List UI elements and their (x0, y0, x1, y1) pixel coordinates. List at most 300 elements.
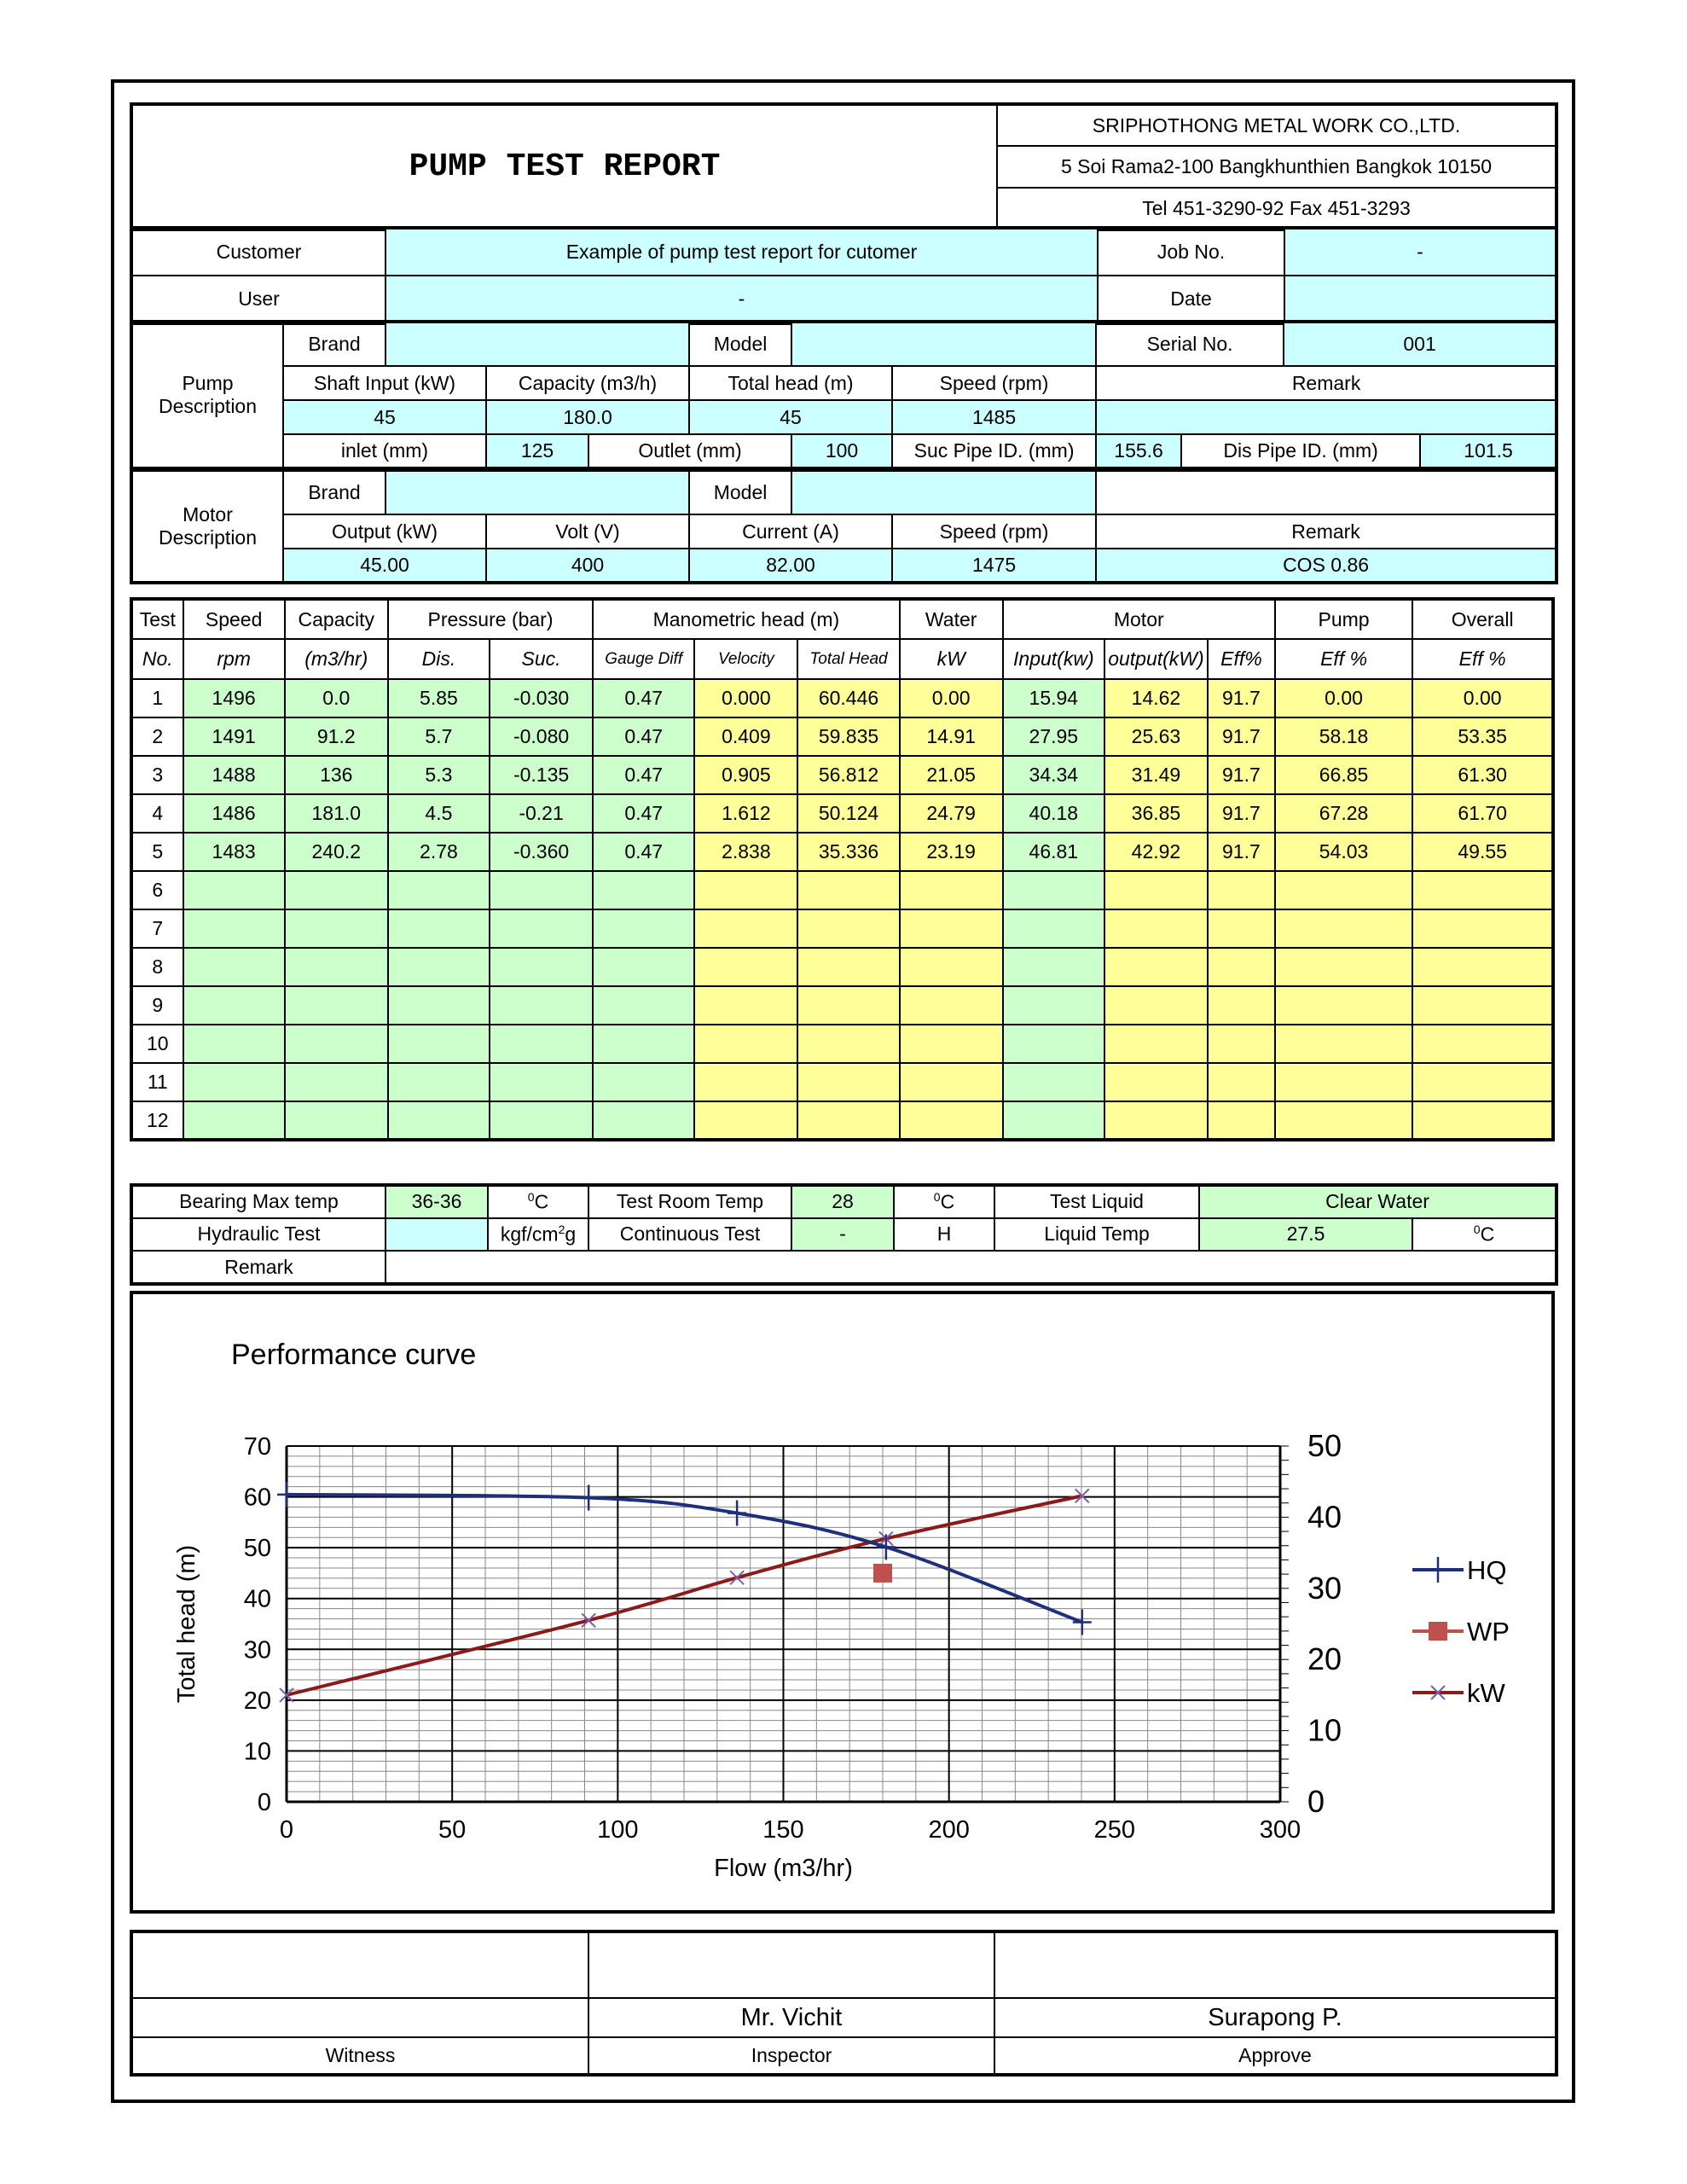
header-water: Water (900, 599, 1003, 639)
velocity-cell[interactable] (694, 871, 797, 909)
pump-eff-cell[interactable]: 0.00 (1275, 679, 1413, 717)
motor-output-cell[interactable] (1104, 871, 1208, 909)
velocity-cell[interactable]: 0.409 (694, 717, 797, 756)
total-head-cell[interactable] (797, 1025, 899, 1063)
gauge-diff-cell[interactable]: 0.47 (593, 794, 694, 833)
volt-field[interactable]: 400 (486, 549, 689, 583)
suc-pressure-cell[interactable] (490, 1063, 593, 1101)
suc-pressure-cell[interactable] (490, 1101, 593, 1140)
test-no-cell: 1 (131, 679, 183, 717)
overall-eff-cell[interactable] (1412, 948, 1553, 986)
remark-field[interactable] (386, 1251, 1557, 1284)
total-head-cell[interactable] (797, 1101, 899, 1140)
legend-wp-label: WP (1467, 1617, 1510, 1647)
y-tick-label: 30 (243, 1636, 271, 1664)
pump-eff-cell[interactable]: 66.85 (1275, 756, 1413, 794)
degree-sup: 0 (1473, 1223, 1481, 1237)
suc-pipe-field[interactable]: 155.6 (1096, 434, 1181, 468)
total-head-cell[interactable]: 35.336 (797, 833, 899, 871)
dis-pressure-cell[interactable] (388, 1101, 490, 1140)
table-row (131, 909, 1553, 948)
test-no-cell: 12 (131, 1101, 183, 1140)
gauge-diff-cell[interactable] (593, 948, 694, 986)
velocity-cell[interactable] (694, 1063, 797, 1101)
test-no-cell: 5 (131, 833, 183, 871)
speed-cell[interactable]: 1496 (183, 679, 285, 717)
subheader-pump-eff: Eff % (1275, 639, 1413, 679)
motor-brand-label: Brand (283, 470, 386, 514)
motor-output-cell[interactable]: 36.85 (1104, 794, 1208, 833)
y2-tick-label: 20 (1307, 1641, 1342, 1677)
pump-eff-cell[interactable] (1275, 1063, 1413, 1101)
speed-cell[interactable]: 1488 (183, 756, 285, 794)
motor-input-cell[interactable]: 27.95 (1003, 717, 1104, 756)
test-no-cell: 2 (131, 717, 183, 756)
inspector-signature-area (588, 1931, 994, 1998)
speed-cell[interactable] (183, 1025, 285, 1063)
pump-eff-cell[interactable] (1275, 909, 1413, 948)
gauge-diff-cell[interactable]: 0.47 (593, 756, 694, 794)
motor-eff-cell[interactable] (1208, 1101, 1275, 1140)
test-no-cell: 6 (131, 871, 183, 909)
customer-info (130, 226, 1558, 325)
gauge-diff-cell[interactable] (593, 1101, 694, 1140)
hydraulic-field[interactable] (386, 1218, 488, 1252)
motor-remark-field[interactable]: COS 0.86 (1096, 549, 1557, 583)
motor-speed-label: Speed (rpm) (892, 514, 1096, 549)
y-tick-label: 20 (243, 1687, 271, 1715)
dis-pressure-cell[interactable] (388, 948, 490, 986)
approve-signature-area (994, 1931, 1557, 1998)
pump-eff-cell[interactable]: 67.28 (1275, 794, 1413, 833)
gauge-diff-cell[interactable]: 0.47 (593, 717, 694, 756)
test-no-cell: 11 (131, 1063, 183, 1101)
test-liquid-field[interactable]: Clear Water (1199, 1185, 1557, 1218)
total-head-cell[interactable] (797, 909, 899, 948)
date-label: Date (1098, 276, 1284, 323)
gauge-diff-cell[interactable] (593, 986, 694, 1025)
subheader-output: output(kW) (1104, 639, 1208, 679)
motor-eff-cell[interactable] (1208, 1025, 1275, 1063)
capacity-cell[interactable]: 181.0 (285, 794, 388, 833)
capacity-cell[interactable]: 91.2 (285, 717, 388, 756)
customer-field[interactable]: Example of pump test report for cutomer (386, 228, 1098, 276)
y2-tick-label: 50 (1307, 1428, 1342, 1463)
suc-pressure-cell[interactable]: -0.030 (490, 679, 593, 717)
subheader-velocity: Velocity (694, 639, 797, 679)
suc-pressure-cell[interactable] (490, 1025, 593, 1063)
dis-pressure-cell[interactable]: 5.7 (388, 717, 490, 756)
motor-input-cell[interactable] (1003, 986, 1104, 1025)
capacity-cell[interactable] (285, 1101, 388, 1140)
motor-eff-cell[interactable]: 91.7 (1208, 756, 1275, 794)
x-tick-label: 0 (279, 1816, 294, 1844)
x-axis-label: Flow (m3/hr) (714, 1855, 853, 1882)
chart-title: Performance curve (231, 1339, 477, 1371)
y-tick-label: 10 (243, 1738, 271, 1766)
motor-section-label (131, 470, 283, 583)
motor-input-cell[interactable] (1003, 909, 1104, 948)
motor-eff-cell[interactable] (1208, 1063, 1275, 1101)
capacity-cell[interactable] (285, 1063, 388, 1101)
speed-cell[interactable] (183, 1063, 285, 1101)
volt-label: Volt (V) (486, 514, 689, 549)
total-head-cell[interactable]: 59.835 (797, 717, 899, 756)
shaft-input-label: Shaft Input (kW) (283, 366, 486, 400)
overall-eff-cell[interactable] (1412, 871, 1553, 909)
overall-eff-cell[interactable]: 61.30 (1412, 756, 1553, 794)
subheader-rpm: rpm (183, 639, 285, 679)
header-speed: Speed (183, 599, 285, 639)
motor-output-cell[interactable] (1104, 948, 1208, 986)
series-wp-point (873, 1564, 892, 1583)
water-kw-cell[interactable] (900, 948, 1003, 986)
header-overall: Overall (1412, 599, 1553, 639)
hydraulic-label: Hydraulic Test (131, 1218, 386, 1252)
date-field[interactable] (1284, 276, 1557, 323)
overall-eff-cell[interactable]: 0.00 (1412, 679, 1553, 717)
inlet-label: inlet (mm) (283, 434, 486, 468)
motor-output-cell[interactable] (1104, 1101, 1208, 1140)
motor-section-label-line1: Motor (183, 503, 233, 526)
suc-pressure-cell[interactable]: -0.135 (490, 756, 593, 794)
outlet-field[interactable]: 100 (791, 434, 892, 468)
capacity-cell[interactable]: 136 (285, 756, 388, 794)
dis-pressure-cell[interactable]: 2.78 (388, 833, 490, 871)
capacity-cell[interactable] (285, 871, 388, 909)
capacity-cell[interactable] (285, 986, 388, 1025)
speed-cell[interactable]: 1483 (183, 833, 285, 871)
motor-input-cell[interactable] (1003, 1025, 1104, 1063)
capacity-label: Capacity (m3/h) (486, 366, 689, 400)
liquid-temp-field[interactable]: 27.5 (1199, 1218, 1412, 1252)
company-address: 5 Soi Rama2-100 Bangkhunthien Bangkok 10150 (997, 146, 1557, 188)
pump-section-label (131, 322, 283, 468)
table-row (131, 794, 1553, 833)
overall-eff-cell[interactable] (1412, 986, 1553, 1025)
velocity-cell[interactable]: 1.612 (694, 794, 797, 833)
pump-eff-cell[interactable]: 58.18 (1275, 717, 1413, 756)
pump-eff-cell[interactable] (1275, 871, 1413, 909)
gauge-diff-cell[interactable] (593, 1025, 694, 1063)
test-liquid-label: Test Liquid (994, 1185, 1199, 1218)
pump-eff-cell[interactable] (1275, 1025, 1413, 1063)
pump-speed-label: Speed (rpm) (892, 366, 1096, 400)
water-kw-cell[interactable] (900, 986, 1003, 1025)
hydraulic-unit-pre: kgf/cm (500, 1223, 559, 1246)
subheader-gauge-diff: Gauge Diff (593, 639, 694, 679)
table-row (131, 1063, 1553, 1101)
motor-eff-cell[interactable] (1208, 909, 1275, 948)
overall-eff-cell[interactable]: 49.55 (1412, 833, 1553, 871)
dis-pipe-field[interactable]: 101.5 (1420, 434, 1557, 468)
degree-sup: 0 (933, 1190, 941, 1204)
water-kw-cell[interactable]: 14.91 (900, 717, 1003, 756)
hydraulic-unit (488, 1218, 588, 1252)
motor-blank (1096, 470, 1557, 514)
motor-model-label: Model (689, 470, 791, 514)
test-no-cell: 3 (131, 756, 183, 794)
current-field[interactable]: 82.00 (689, 549, 892, 583)
speed-cell[interactable]: 1486 (183, 794, 285, 833)
capacity-cell[interactable] (285, 909, 388, 948)
gauge-diff-cell[interactable]: 0.47 (593, 833, 694, 871)
room-temp-label: Test Room Temp (588, 1185, 791, 1218)
motor-input-cell[interactable]: 40.18 (1003, 794, 1104, 833)
job-field[interactable]: - (1284, 228, 1557, 276)
suc-pressure-cell[interactable] (490, 871, 593, 909)
speed-cell[interactable]: 1491 (183, 717, 285, 756)
header-test: Test (131, 599, 183, 639)
speed-cell[interactable] (183, 986, 285, 1025)
pump-speed-field[interactable]: 1485 (892, 400, 1096, 434)
motor-input-cell[interactable]: 15.94 (1003, 679, 1104, 717)
water-kw-cell[interactable] (900, 1101, 1003, 1140)
velocity-cell[interactable] (694, 948, 797, 986)
subheader-suc: Suc. (490, 639, 593, 679)
pump-eff-cell[interactable] (1275, 948, 1413, 986)
y-tick-label: 60 (243, 1484, 271, 1512)
dis-pressure-cell[interactable] (388, 1025, 490, 1063)
table-row (131, 756, 1553, 794)
pump-brand-field[interactable] (386, 322, 689, 366)
total-head-field[interactable]: 45 (689, 400, 892, 434)
total-head-cell[interactable] (797, 871, 899, 909)
customer-label: Customer (131, 228, 386, 276)
pump-eff-cell[interactable] (1275, 986, 1413, 1025)
water-kw-cell[interactable] (900, 909, 1003, 948)
test-no-cell: 7 (131, 909, 183, 948)
capacity-cell[interactable]: 240.2 (285, 833, 388, 871)
motor-output-cell[interactable] (1104, 986, 1208, 1025)
velocity-cell[interactable]: 2.838 (694, 833, 797, 871)
water-kw-cell[interactable]: 24.79 (900, 794, 1003, 833)
motor-eff-cell[interactable] (1208, 986, 1275, 1025)
x-tick-label: 100 (597, 1816, 639, 1844)
overall-eff-cell[interactable]: 53.35 (1412, 717, 1553, 756)
pump-model-label: Model (689, 322, 791, 366)
velocity-cell[interactable]: 0.000 (694, 679, 797, 717)
celsius-label: C (1480, 1223, 1495, 1246)
motor-eff-cell[interactable]: 91.7 (1208, 679, 1275, 717)
capacity-cell[interactable] (285, 1025, 388, 1063)
current-label: Current (A) (689, 514, 892, 549)
dis-pressure-cell[interactable] (388, 909, 490, 948)
gauge-diff-cell[interactable] (593, 1063, 694, 1101)
dis-pipe-label: Dis Pipe ID. (mm) (1181, 434, 1420, 468)
pump-eff-cell[interactable] (1275, 1101, 1413, 1140)
subheader-capacity: (m3/hr) (285, 639, 388, 679)
subheader-kw: kW (900, 639, 1003, 679)
motor-output-cell[interactable]: 31.49 (1104, 756, 1208, 794)
water-kw-cell[interactable]: 21.05 (900, 756, 1003, 794)
serial-field[interactable]: 001 (1284, 322, 1557, 366)
motor-model-field[interactable] (791, 470, 1096, 514)
capacity-field[interactable]: 180.0 (486, 400, 689, 434)
overall-eff-cell[interactable]: 61.70 (1412, 794, 1553, 833)
motor-output-cell[interactable]: 42.92 (1104, 833, 1208, 871)
pump-section-label-line2: Description (158, 395, 258, 417)
motor-eff-cell[interactable]: 91.7 (1208, 794, 1275, 833)
motor-output-cell[interactable] (1104, 1063, 1208, 1101)
total-head-cell[interactable]: 50.124 (797, 794, 899, 833)
velocity-cell[interactable] (694, 986, 797, 1025)
liquid-temp-unit (1412, 1218, 1557, 1252)
motor-remark-label: Remark (1096, 514, 1557, 549)
table-row (131, 986, 1553, 1025)
dis-pressure-cell[interactable]: 5.85 (388, 679, 490, 717)
header-manometric: Manometric head (m) (593, 599, 899, 639)
water-kw-cell[interactable] (900, 1063, 1003, 1101)
suc-pressure-cell[interactable] (490, 909, 593, 948)
pump-remark-label: Remark (1096, 366, 1557, 400)
subheader-total-head: Total Head (797, 639, 899, 679)
witness-signature-area (131, 1931, 588, 1998)
company-phone: Tel 451-3290-92 Fax 451-3293 (997, 188, 1557, 229)
velocity-cell[interactable] (694, 1025, 797, 1063)
motor-input-cell[interactable]: 34.34 (1003, 756, 1104, 794)
test-no-cell: 10 (131, 1025, 183, 1063)
velocity-cell[interactable] (694, 1101, 797, 1140)
overall-eff-cell[interactable] (1412, 1063, 1553, 1101)
velocity-cell[interactable] (694, 909, 797, 948)
motor-eff-cell[interactable]: 91.7 (1208, 833, 1275, 871)
performance-chart (130, 1291, 1555, 1914)
overall-eff-cell[interactable] (1412, 1025, 1553, 1063)
legend-hq-label: HQ (1467, 1555, 1507, 1585)
total-head-label: Total head (m) (689, 366, 892, 400)
degree-sup: 0 (527, 1190, 535, 1204)
celsius-label: C (534, 1190, 549, 1213)
gauge-diff-cell[interactable] (593, 871, 694, 909)
speed-cell[interactable] (183, 1101, 285, 1140)
suc-pressure-cell[interactable]: -0.360 (490, 833, 593, 871)
hydraulic-unit-post: g (565, 1223, 577, 1246)
subheader-motor-eff: Eff% (1208, 639, 1275, 679)
company-name: SRIPHOTHONG METAL WORK CO.,LTD. (997, 104, 1557, 146)
water-kw-cell[interactable]: 23.19 (900, 833, 1003, 871)
outlet-label: Outlet (mm) (588, 434, 791, 468)
total-head-cell[interactable]: 60.446 (797, 679, 899, 717)
table-row (131, 717, 1553, 756)
performance-chart-svg (133, 1294, 1551, 1910)
user-field[interactable]: - (386, 276, 1098, 323)
test-no-cell: 4 (131, 794, 183, 833)
shaft-input-field[interactable]: 45 (283, 400, 486, 434)
inspector-name: Mr. Vichit (588, 1998, 994, 2037)
speed-cell[interactable] (183, 948, 285, 986)
test-no-cell: 8 (131, 948, 183, 986)
pump-section-label-line1: Pump (182, 372, 234, 394)
overall-eff-cell[interactable] (1412, 909, 1553, 948)
motor-eff-cell[interactable] (1208, 948, 1275, 986)
motor-input-cell[interactable] (1003, 1101, 1104, 1140)
motor-output-cell[interactable]: 25.63 (1104, 717, 1208, 756)
y-tick-label: 40 (243, 1585, 271, 1613)
y-tick-label: 70 (243, 1433, 271, 1461)
motor-input-cell[interactable] (1003, 948, 1104, 986)
bearing-field[interactable]: 36-36 (386, 1185, 488, 1218)
total-head-cell[interactable]: 56.812 (797, 756, 899, 794)
motor-input-cell[interactable] (1003, 1063, 1104, 1101)
gauge-diff-cell[interactable] (593, 909, 694, 948)
dis-pressure-cell[interactable] (388, 986, 490, 1025)
celsius-label: C (940, 1190, 955, 1213)
dis-pressure-cell[interactable] (388, 871, 490, 909)
continuous-unit: H (894, 1218, 994, 1252)
witness-name (131, 1998, 588, 2037)
header-motor: Motor (1003, 599, 1275, 639)
pump-eff-cell[interactable]: 54.03 (1275, 833, 1413, 871)
motor-speed-field[interactable]: 1475 (892, 549, 1096, 583)
motor-input-cell[interactable]: 46.81 (1003, 833, 1104, 871)
overall-eff-cell[interactable] (1412, 1101, 1553, 1140)
test-data-table (130, 597, 1555, 1141)
table-row (131, 1101, 1553, 1140)
motor-brand-field[interactable] (386, 470, 689, 514)
dis-pressure-cell[interactable] (388, 1063, 490, 1101)
motor-output-field[interactable]: 45.00 (283, 549, 486, 583)
x-tick-label: 150 (762, 1816, 804, 1844)
total-head-cell[interactable] (797, 948, 899, 986)
motor-output-cell[interactable] (1104, 909, 1208, 948)
speed-cell[interactable] (183, 871, 285, 909)
dis-pressure-cell[interactable]: 4.5 (388, 794, 490, 833)
pump-model-field[interactable] (791, 322, 1096, 366)
motor-eff-cell[interactable]: 91.7 (1208, 717, 1275, 756)
total-head-cell[interactable] (797, 986, 899, 1025)
capacity-cell[interactable] (285, 948, 388, 986)
suc-pressure-cell[interactable] (490, 986, 593, 1025)
continuous-field[interactable]: - (791, 1218, 894, 1252)
continuous-label: Continuous Test (588, 1218, 791, 1252)
serial-label: Serial No. (1096, 322, 1284, 366)
pump-brand-label: Brand (283, 322, 386, 366)
motor-output-cell[interactable] (1104, 1025, 1208, 1063)
suc-pressure-cell[interactable]: -0.080 (490, 717, 593, 756)
velocity-cell[interactable]: 0.905 (694, 756, 797, 794)
motor-input-cell[interactable] (1003, 871, 1104, 909)
legend-wp-marker (1429, 1622, 1447, 1641)
motor-output-cell[interactable]: 14.62 (1104, 679, 1208, 717)
y2-tick-label: 0 (1307, 1784, 1325, 1819)
test-conditions (130, 1183, 1558, 1286)
y-tick-label: 0 (257, 1789, 271, 1816)
suc-pipe-label: Suc Pipe ID. (mm) (892, 434, 1096, 468)
speed-cell[interactable] (183, 909, 285, 948)
pump-remark-field[interactable] (1096, 400, 1557, 434)
gauge-diff-cell[interactable]: 0.47 (593, 679, 694, 717)
table-row (131, 948, 1553, 986)
total-head-cell[interactable] (797, 1063, 899, 1101)
user-label: User (131, 276, 386, 323)
suc-pressure-cell[interactable]: -0.21 (490, 794, 593, 833)
suc-pressure-cell[interactable] (490, 948, 593, 986)
dis-pressure-cell[interactable]: 5.3 (388, 756, 490, 794)
water-kw-cell[interactable] (900, 871, 1003, 909)
inlet-field[interactable]: 125 (486, 434, 588, 468)
room-temp-field[interactable]: 28 (791, 1185, 894, 1218)
report-header (130, 102, 1558, 231)
pump-description (130, 320, 1558, 470)
motor-eff-cell[interactable] (1208, 871, 1275, 909)
water-kw-cell[interactable]: 0.00 (900, 679, 1003, 717)
motor-description (130, 468, 1558, 584)
water-kw-cell[interactable] (900, 1025, 1003, 1063)
liquid-temp-label: Liquid Temp (994, 1218, 1199, 1252)
room-temp-unit (894, 1185, 994, 1218)
capacity-cell[interactable]: 0.0 (285, 679, 388, 717)
